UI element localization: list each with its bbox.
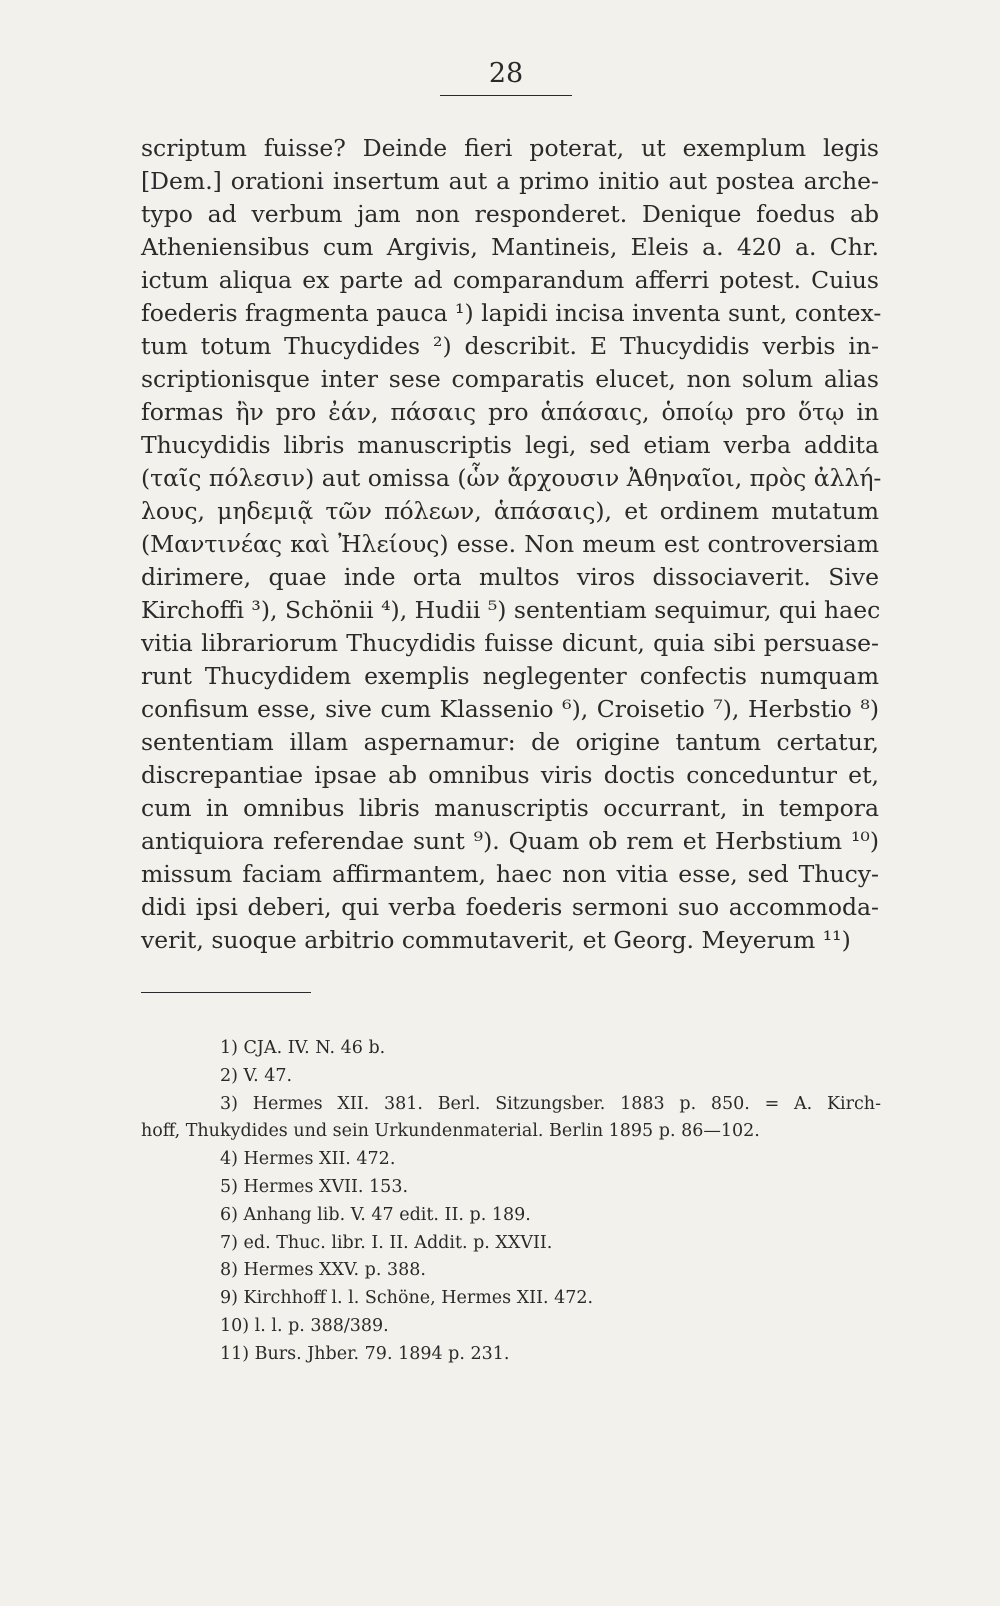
text-line: (ταῖς πόλεσιν) aut omissa (ὧν ἄρχουσιν Ἀθηναῖοι, πρὸς ἀλλή- — [141, 464, 882, 492]
footnote: 9) Kirchhoff l. l. Schöne, Hermes XII. 472. — [220, 1288, 594, 1309]
text-line: Thucydidis libris manuscriptis legi, sed etiam verba addita — [141, 431, 879, 459]
footnote: 11) Burs. Jhber. 79. 1894 p. 231. — [220, 1343, 510, 1364]
text-line: antiquiora referendae sunt ⁹). Quam ob rem et Herbstium ¹⁰) — [141, 827, 879, 855]
text-line: typo ad verbum jam non responderet. Denique foedus ab — [141, 200, 879, 228]
page-number: 28 — [440, 58, 572, 96]
text-line: Kirchoffi ³), Schönii ⁴), Hudii ⁵) sententiam sequimur, qui haec — [141, 596, 881, 624]
footnote: 7) ed. Thuc. libr. I. II. Addit. p. XXVII. — [220, 1232, 553, 1253]
footnote: 1) CJA. IV. N. 46 b. — [220, 1038, 386, 1058]
footnote: 2) V. 47. — [220, 1065, 293, 1086]
text-line: missum faciam affirmantem, haec non vitia esse, sed Thucy- — [141, 860, 879, 888]
footnote: 4) Hermes XII. 472. — [220, 1149, 396, 1170]
text-line: scriptionisque inter sese comparatis elucet, non solum alias — [141, 365, 879, 393]
text-line: tum totum Thucydides ²) describit. E Thucydidis verbis in- — [141, 332, 879, 360]
text-line: λους, μηδεμιᾷ τῶν πόλεων, ἁπάσαις), et ordinem mutatum — [141, 497, 879, 525]
text-line: ictum aliqua ex parte ad comparandum afferri potest. Cuius — [141, 266, 879, 294]
text-line: verit, suoque arbitrio commutaverit, et Georg. Meyerum ¹¹) — [141, 926, 851, 954]
footnote-continuation: hoff, Thukydides und sein Urkundenmaterial. Berlin 1895 p. 86—102. — [141, 1121, 760, 1142]
footnote: 10) l. l. p. 388/389. — [220, 1315, 389, 1336]
text-line: cum in omnibus libris manuscriptis occurrant, in tempora — [141, 794, 879, 822]
footnote-separator — [141, 992, 311, 993]
text-line: discrepantiae ipsae ab omnibus viris doctis conceduntur et, — [141, 761, 879, 789]
footnotes — [141, 1035, 881, 1369]
text-line: scriptum fuisse? Deinde fieri poterat, ut exemplum legis — [141, 134, 879, 162]
text-line: dirimere, quae inde orta multos viros dissociaverit. Sive — [141, 563, 879, 591]
footnote: 5) Hermes XVII. 153. — [220, 1176, 409, 1197]
footnote: 6) Anhang lib. V. 47 edit. II. p. 189. — [220, 1204, 531, 1225]
text-line: sententiam illam aspernamur: de origine tantum certatur, — [141, 728, 879, 756]
text-line: Atheniensibus cum Argivis, Mantineis, Eleis a. 420 a. Chr. — [141, 233, 879, 261]
text-line: vitia librariorum Thucydidis fuisse dicunt, quia sibi persuase- — [141, 629, 879, 657]
footnote: 8) Hermes XXV. p. 388. — [220, 1260, 426, 1281]
text-line: formas ἢν pro ἐάν, πάσαις pro ἁπάσαις, ὁποίῳ pro ὅτῳ in — [141, 398, 879, 426]
text-line: confisum esse, sive cum Klassenio ⁶), Croisetio ⁷), Herbstio ⁸) — [141, 695, 879, 723]
text-line: runt Thucydidem exemplis neglegenter confectis numquam — [141, 662, 879, 690]
text-line: (Μαντινέας καὶ Ἠλείους) esse. Non meum est controversiam — [141, 530, 879, 558]
footnote: 3) Hermes XII. 381. Berl. Sitzungsber. 1883 p. 850. = A. Kirch- — [220, 1093, 881, 1114]
text-line: [Dem.] orationi insertum aut a primo initio aut postea arche- — [141, 167, 879, 195]
body-text — [141, 132, 882, 957]
text-line: foederis fragmenta pauca ¹) lapidi incisa inventa sunt, contex- — [141, 299, 882, 327]
text-line: didi ipsi deberi, qui verba foederis sermoni suo accommoda- — [141, 893, 879, 921]
